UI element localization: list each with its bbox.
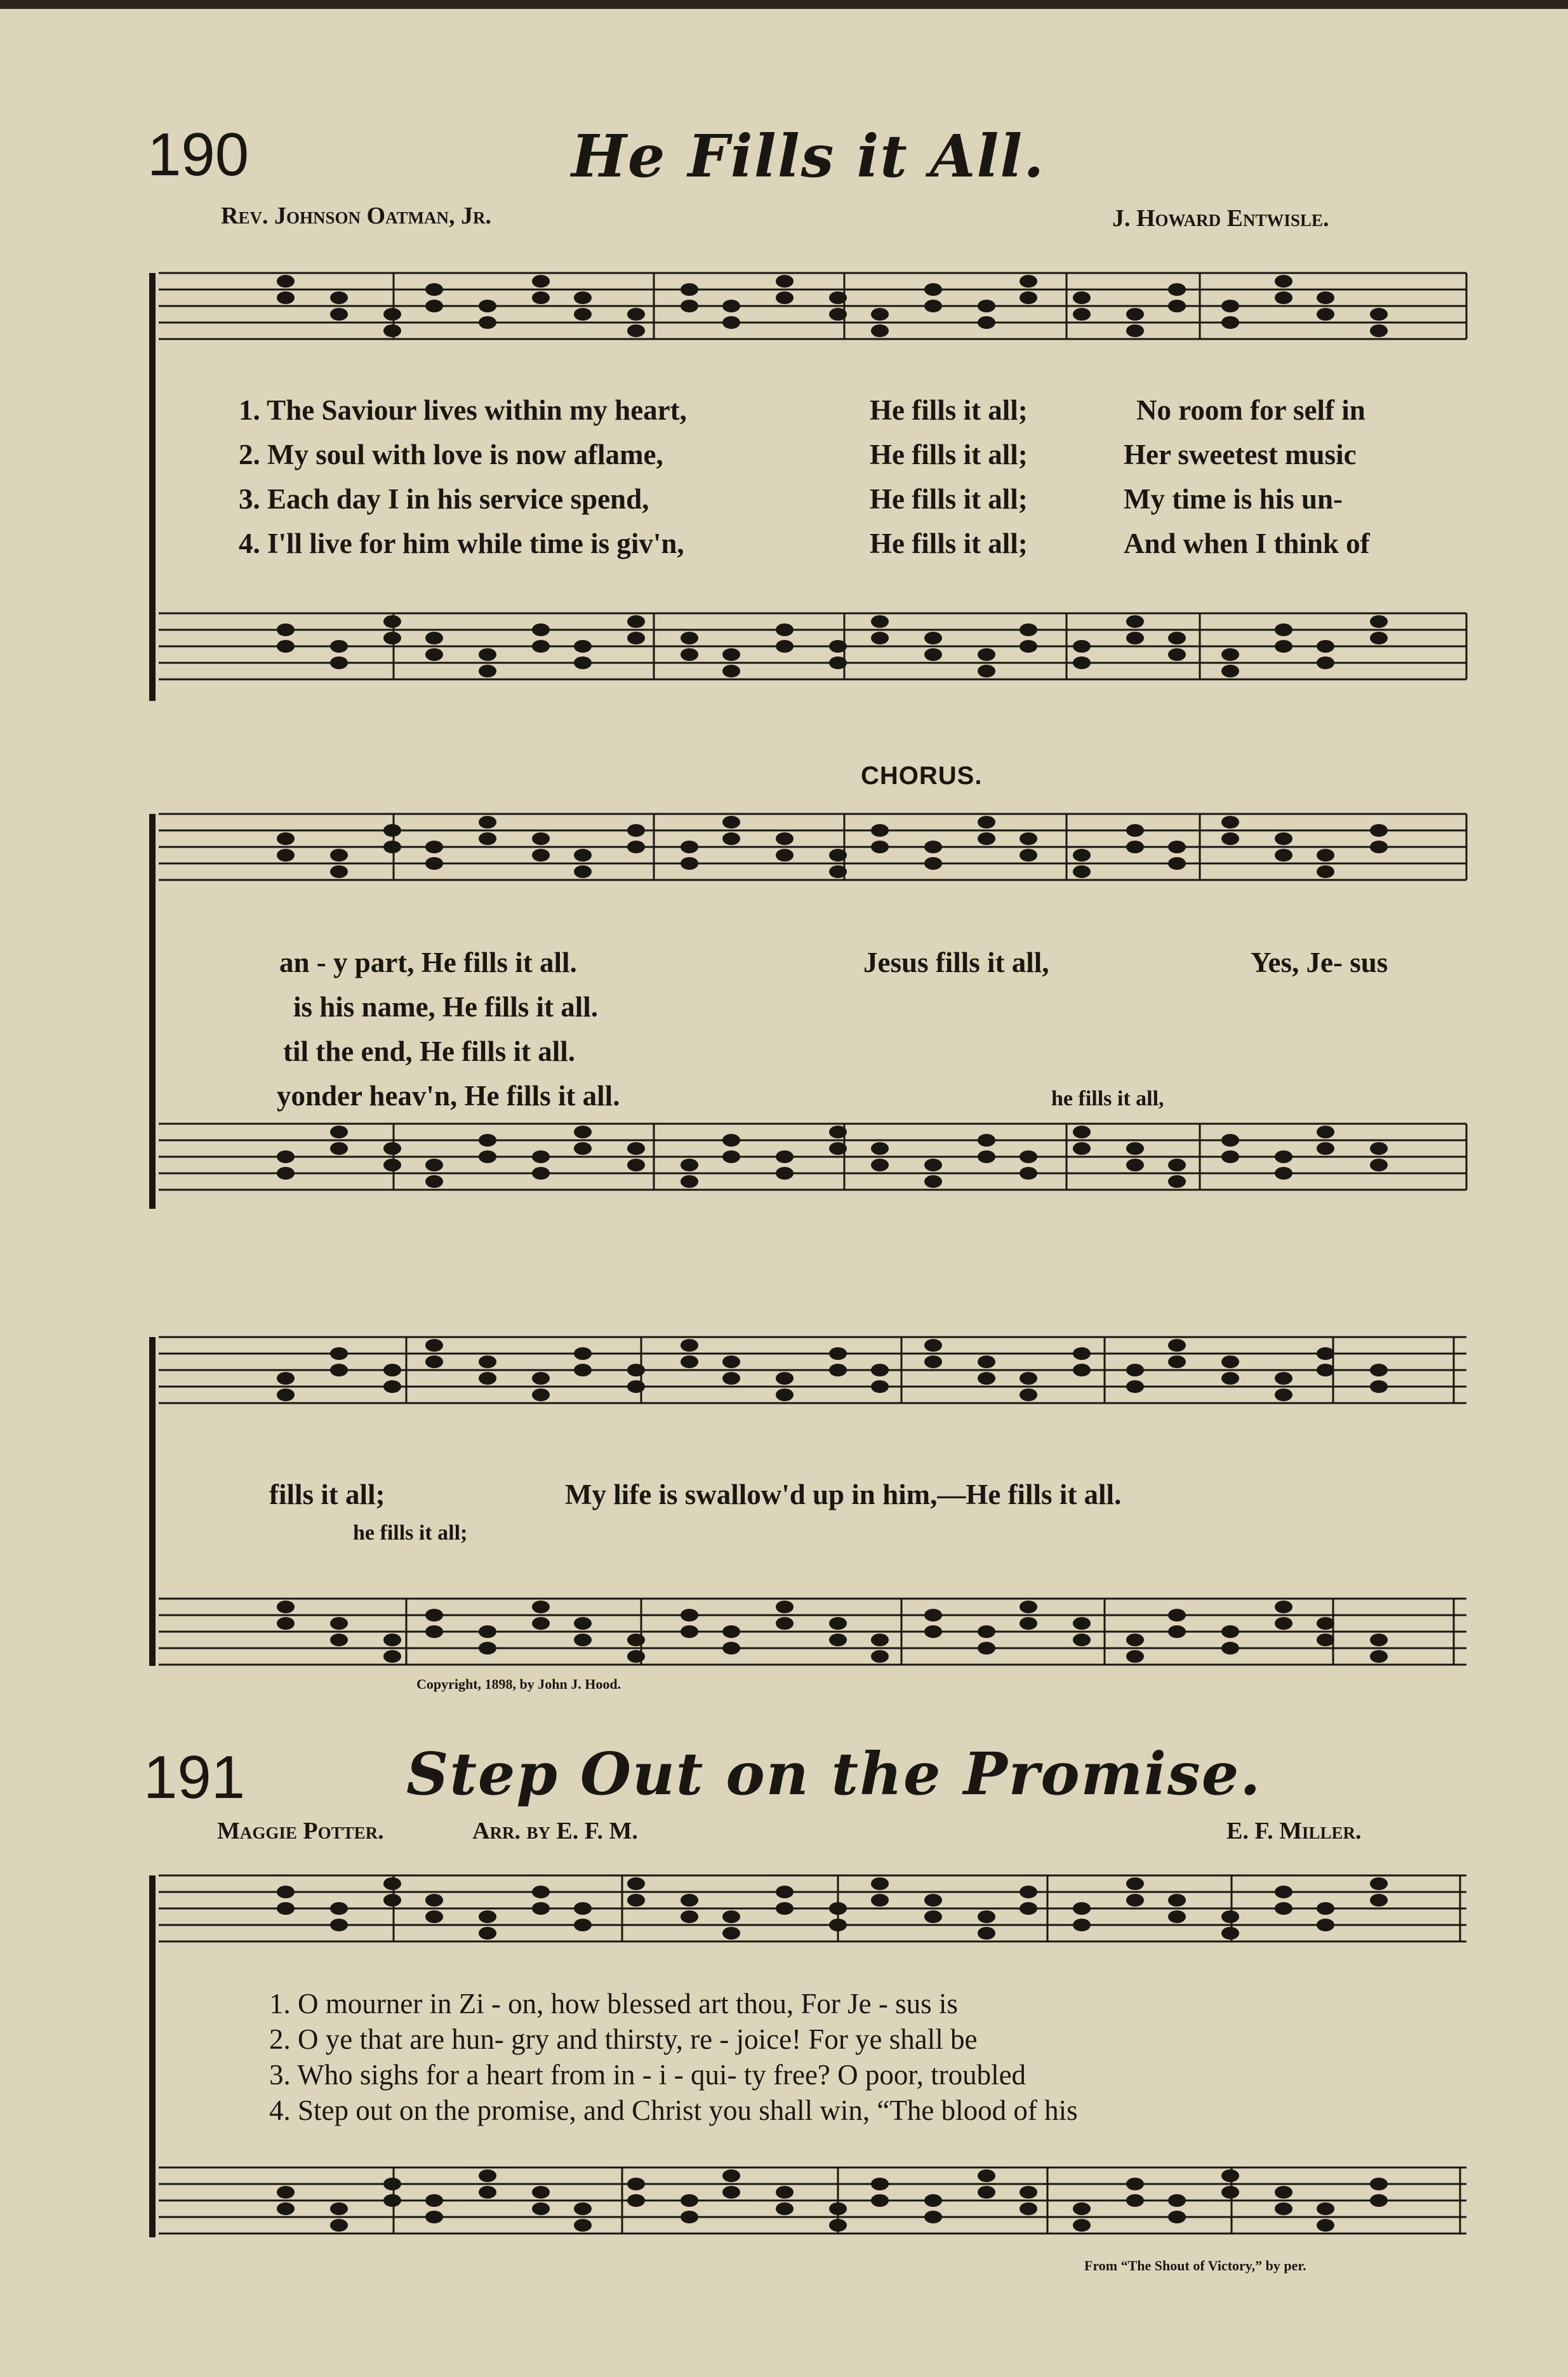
h190-chorus-line1: Jesus fills it all,: [863, 947, 1049, 978]
h190-ending2: is his name, He fills it all.: [293, 991, 599, 1023]
h190-verse2-b: He fills it all;: [870, 439, 1028, 470]
h190-verse3-a: 3. Each day I in his service spend,: [239, 483, 649, 515]
h190-verse2-c: Her sweetest music: [1124, 439, 1357, 470]
hymn-190-author: Rev. Johnson Oatman, Jr.: [221, 203, 492, 229]
h190-verse4-c: And when I think of: [1124, 528, 1370, 559]
hymn-191-author: Maggie Potter.: [217, 1818, 384, 1844]
h190-chorus-line2a: fills it all;: [269, 1479, 385, 1510]
hymn-191-number: 191: [143, 1743, 246, 1811]
hymn-191-title: Step Out on the Promise.: [406, 1740, 1262, 1808]
hymn-190-title: He Fills it All.: [571, 122, 1046, 190]
h190-verse1-a: 1. The Saviour lives within my heart,: [239, 394, 687, 426]
h190-verse3-c: My time is his un-: [1124, 483, 1343, 515]
h190-verse1-b: He fills it all;: [870, 394, 1028, 426]
h190-chorus-label: CHORUS.: [861, 762, 983, 790]
h190-verse4-a: 4. I'll live for him while time is giv'n,: [239, 528, 684, 559]
h191-verse1: 1. O mourner in Zi - on, how blessed art thou, For Je - sus is: [269, 1988, 958, 2020]
h190-verse4-b: He fills it all;: [870, 528, 1028, 559]
h190-verse1-c: No room for self in: [1136, 394, 1365, 426]
h190-ending3: til the end, He fills it all.: [283, 1035, 575, 1067]
h191-verse4: 4. Step out on the promise, and Christ you shall win, “The blood of his: [269, 2094, 1078, 2126]
h190-verse2-a: 2. My soul with love is now aflame,: [239, 439, 663, 470]
h191-verse3: 3. Who sighs for a heart from in - i - qui- ty free? O poor, troubled: [269, 2059, 1027, 2091]
h190-chorus-echo2: he fills it all;: [353, 1521, 468, 1545]
h190-chorus-line2b: My life is swallow'd up in him,—He fills it all.: [565, 1479, 1122, 1510]
hymn-191-arranger: Arr. by E. F. M.: [472, 1818, 638, 1844]
hymn-191-composer: E. F. Miller.: [1226, 1818, 1362, 1844]
hymn-190-composer: J. Howard Entwisle.: [1112, 205, 1329, 232]
h190-chorus-echo1: he fills it all,: [1051, 1087, 1164, 1110]
hymn-190-number: 190: [147, 121, 249, 189]
h190-ending1: an - y part, He fills it all.: [279, 947, 577, 978]
h190-verse3-b: He fills it all;: [870, 483, 1028, 515]
h190-ending4: yonder heav'n, He fills it all.: [277, 1080, 620, 1112]
h190-chorus-line1b: Yes, Je- sus: [1251, 947, 1388, 978]
h191-verse2: 2. O ye that are hun- gry and thirsty, re - joice! For ye shall be: [269, 2023, 978, 2055]
h191-source: From “The Shout of Victory,” by per.: [1084, 2258, 1306, 2274]
h190-copyright: Copyright, 1898, by John J. Hood.: [416, 1676, 621, 1692]
